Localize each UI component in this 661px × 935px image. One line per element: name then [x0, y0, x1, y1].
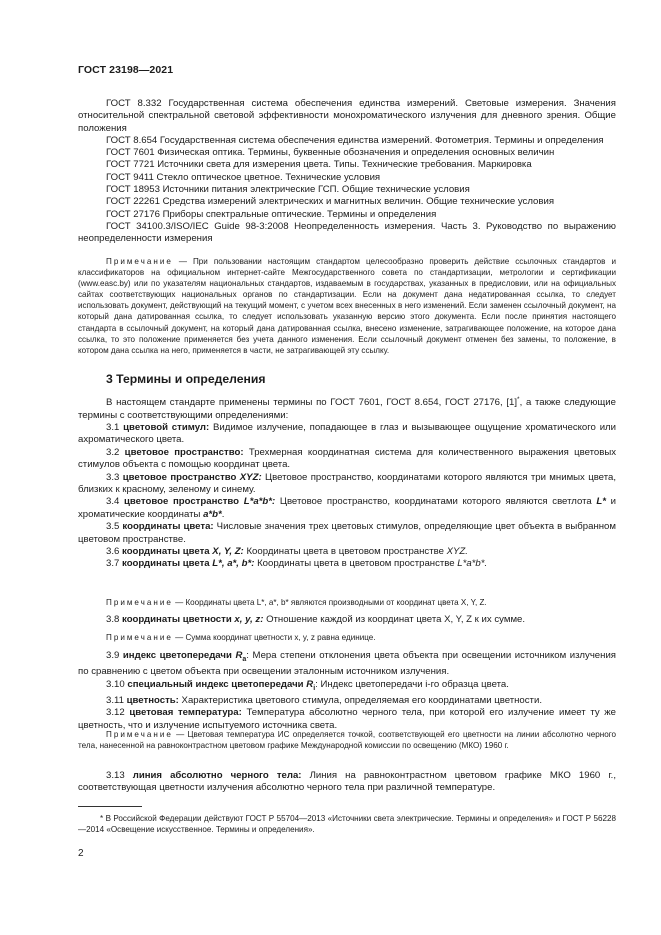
references-note — [78, 256, 616, 356]
normative-references-list — [78, 98, 616, 246]
footnote: * В Российской Федерации действуют ГОСТ Р 55704—2013 «Источники света электрические. Термины и определения» и ГОСТ Р 56228—2014 «Освещение искусственное. Термины и определения». — [78, 814, 616, 835]
term-3-10: 3.10 специальный индекс цветопередачи $R_i$: Индекс цветопередачи i-го образца цвета. — [106, 678, 509, 692]
note-text: — При пользовании настоящим стандартом целесообразно проверить действие ссылочных стандартов и классификаторов на официальном интернет-сайте Межгосударственного совета по стандартизации, метрологии и сертификации (www.easc.by) или по указателям национальных стандартов, издаваемым в государствах, указанных в предисловии, или на официальных сайтах соответствующих национальных органов по стандартизации. Если на документ дана недатированная ссылка, то следует использовать документ, действующий на текущий момент, с учетом всех внесенных в него изменений. Если заменен ссылочный документ, на который дана датированная ссылка, то следует использовать указанную версию этого документа. Если после принятия настоящего стандарта в ссылочный документ, на который дана датированная ссылка, внесено изменение, затрагивающее положение, на которое дана ссылка, то это положение применяется без учета данного изменения. Если ссылочный документ отменен без замены, то положение, в котором дана ссылка на него, применяется в части, не затрагивающей эту ссылку. — [78, 257, 616, 355]
page-number: 2 — [78, 848, 84, 859]
note-3-8: Примечание — Сумма координат цветности x, y, z равна единице. — [106, 633, 376, 642]
reference-item: ГОСТ 27176 Приборы спектральные оптические. Термины и определения — [106, 208, 437, 220]
reference-item: ГОСТ 22261 Средства измерений электрических и магнитных величин. Общие технические условия — [106, 196, 555, 208]
term-3-3: 3.3 цветовое пространство XYZ: Цветовое пространство, координатами которого являются три мнимых цвета, близких к красному, зеленому и синему. — [78, 471, 616, 496]
section-intro: В настоящем стандарте применены термины по ГОСТ 7601, ГОСТ 8.654, ГОСТ 27176, [1]*, а также следующие термины с соответствующими определениями: — [78, 396, 616, 421]
term-3-9: 3.9 индекс цветопередачи $R_a$: Мера степени отклонения цвета объекта при освещении источником излучения по сравнению с цветом объекта при освещении эталонным источником излучения. — [78, 650, 616, 678]
term-3-4: 3.4 цветовое пространство L*a*b*: Цветовое пространство, координатами которого являются светлота L* и хроматические координаты a*b*. — [78, 496, 617, 520]
terms-block-2 — [78, 650, 616, 732]
section-heading: 3 Термины и определения — [106, 372, 266, 386]
term-3-6: 3.6 координаты цвета X, Y, Z: Координаты цвета в цветовом пространстве XYZ. — [106, 546, 468, 558]
footnote-divider — [78, 806, 142, 807]
standard-code: ГОСТ 23198—2021 — [78, 64, 174, 76]
term-3-13-block — [78, 770, 616, 795]
reference-item: ГОСТ 18953 Источники питания электрические ГСП. Общие технические условия — [106, 184, 470, 196]
term-3-8: 3.8 координаты цветности x, y, z: Отношение каждой из координат цвета X, Y, Z к их сумме. — [106, 614, 526, 625]
note-3-12: Примечание — Цветовая температура ИС определяется точкой, соответствующей его цветности на линии абсолютно черного тела, нанесенной на равноконтрастном цветовом графике Международной комиссии по освещению (МКО) 1960 г. — [78, 730, 616, 751]
note-3-7: Примечание — Координаты цвета L*, a*, b* являются производными от координат цвета X, Y, Z. — [106, 598, 487, 607]
terms-block-1 — [78, 394, 616, 571]
term-3-1: 3.1 цветовой стимул: Видимое излучение, попадающее в глаз и вызывающее ощущение хроматического или ахроматического цвета. — [78, 422, 617, 446]
reference-item: ГОСТ 9411 Стекло оптическое цветное. Технические условия — [106, 171, 381, 183]
reference-item: ГОСТ 7721 Источники света для измерения цвета. Типы. Технические требования. Маркировка — [106, 159, 532, 171]
reference-item: ГОСТ 34100.3/ISO/IEC Guide 98-3:2008 Неопределенность измерения. Часть 3. Руководство по выражению неопределенности измерения — [78, 220, 616, 245]
term-3-7: 3.7 координаты цвета L*, a*, b*: Координаты цвета в цветовом пространстве L*a*b*. — [106, 558, 488, 570]
note-label: Примечание — [106, 257, 173, 266]
reference-item: ГОСТ 8.332 Государственная система обеспечения единства измерений. Световые измерения. Значения относительной спектральной световой эффективности монохроматического излучения для дневного зрения. Общие положения — [78, 98, 616, 134]
term-3-8-block — [78, 614, 616, 626]
term-3-13: 3.13 линия абсолютно черного тела: Линия на равноконтрастном цветовом графике МКО 1960 г., соответствующая цветности излучения абсолютно черного тела при различной температуре. — [78, 770, 616, 794]
term-3-11: 3.11 цветность: Характеристика цветового стимула, определяемая его координатами цветности. — [106, 695, 542, 707]
reference-item: ГОСТ 8.654 Государственная система обеспечения единства измерений. Фотометрия. Термины и определения — [106, 134, 604, 146]
term-3-2: 3.2 цветовое пространство: Трехмерная координатная система для количественного выражения цветовых стимулов объекта с помощью координат цвета. — [78, 446, 617, 471]
term-3-12: 3.12 цветовая температура: Температура абсолютно черного тела, при которой его излучение имеет ту же цветность, что и излучение испытуемого источника света. — [78, 707, 616, 731]
reference-item: ГОСТ 7601 Физическая оптика. Термины, буквенные обозначения и определения основных величин — [106, 147, 555, 159]
term-3-5: 3.5 координаты цвета: Числовые значения трех цветовых стимулов, определяющие цвет объекта в выбранном цветовом пространстве. — [78, 521, 616, 545]
